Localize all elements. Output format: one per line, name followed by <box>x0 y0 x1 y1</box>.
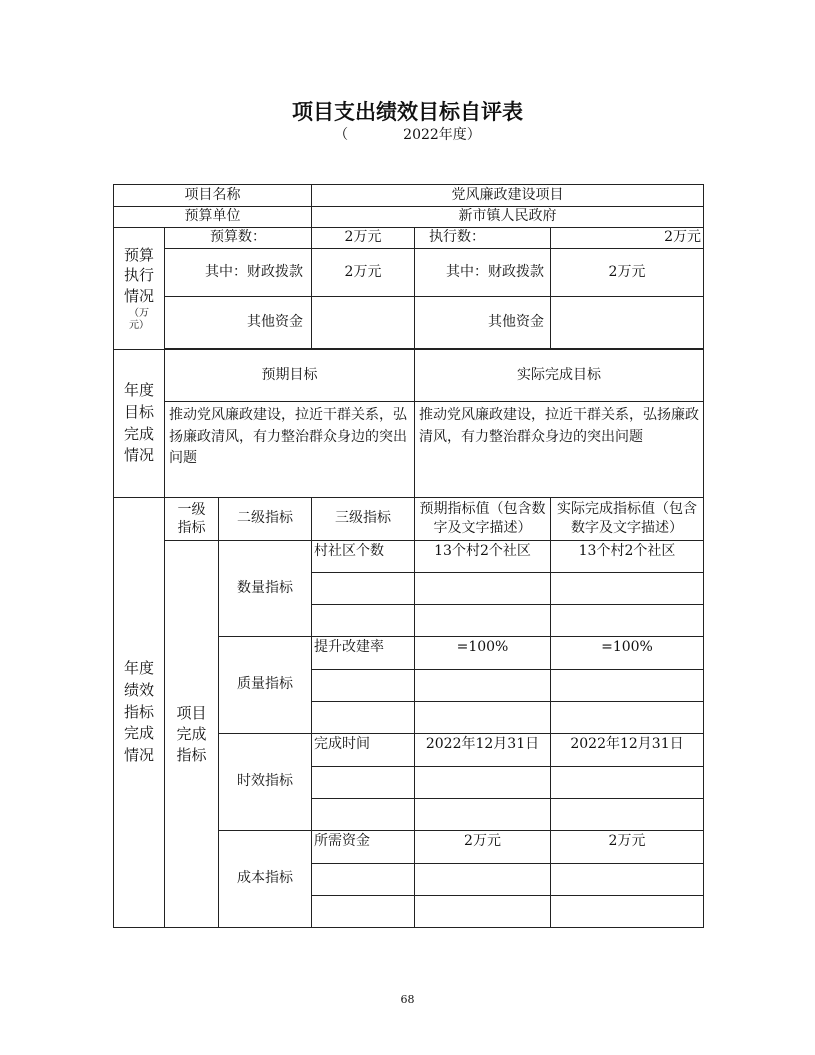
level1-header-text: 一级指标 <box>177 501 206 536</box>
empty-cell <box>551 573 704 605</box>
level2-header: 二级指标 <box>219 498 312 541</box>
goals-section-text: 年度目标完成情况 <box>124 381 155 465</box>
level1-label <box>165 541 219 928</box>
performance-table <box>113 184 704 928</box>
empty-cell <box>312 605 415 637</box>
other-exec-label: 其他资金 <box>415 297 551 349</box>
indicator-expected: 13个村2个社区 <box>415 541 551 573</box>
group-name: 成本指标 <box>219 831 312 928</box>
indicator-actual: 13个村2个社区 <box>551 541 704 573</box>
empty-cell <box>312 573 415 605</box>
budget-section-text: 预算执行情况 <box>124 246 155 305</box>
page-title: 项目支出绩效目标自评表 <box>292 100 523 124</box>
group-name: 数量指标 <box>219 541 312 637</box>
fiscal-budget-value: 2万元 <box>312 249 415 297</box>
indicator-expected: =100% <box>415 637 551 670</box>
subtitle-open: （ <box>334 127 349 143</box>
budget-count-label: 预算数： <box>165 228 312 249</box>
expected-value-header: 预期指标值（包含数字及文字描述） <box>415 498 551 541</box>
fiscal-exec-label: 其中：财政拨款 <box>415 249 551 297</box>
fiscal-budget-label: 其中：财政拨款 <box>165 249 312 297</box>
other-budget-value <box>312 297 415 349</box>
other-exec-value <box>551 297 704 349</box>
subtitle-year: 2022年度） <box>403 127 481 143</box>
budget-count-row <box>114 228 704 249</box>
indicator-actual: =100% <box>551 637 704 670</box>
group-name: 时效指标 <box>219 734 312 831</box>
page-number: 68 <box>400 993 415 1006</box>
project-name-row <box>114 185 704 207</box>
budget-unit-note: （万元） <box>129 307 149 331</box>
other-funds-row <box>114 297 704 349</box>
project-name-value: 党风廉政建设项目 <box>312 185 704 207</box>
empty-cell <box>415 573 551 605</box>
empty-cell <box>551 896 704 928</box>
empty-cell <box>312 864 415 896</box>
indicator-header-row <box>114 498 704 541</box>
indicator-actual: 2万元 <box>551 831 704 864</box>
empty-cell <box>415 702 551 734</box>
exec-count-label: 执行数： <box>415 228 551 249</box>
project-name-label: 项目名称 <box>114 185 312 207</box>
actual-value-header: 实际完成指标值（包含数字及文字描述） <box>551 498 704 541</box>
empty-cell <box>312 670 415 702</box>
indicator-item: 村社区个数 <box>312 541 415 573</box>
empty-cell <box>551 799 704 831</box>
budget-unit-row <box>114 207 704 228</box>
actual-goal-text: 推动党风廉政建设，拉近干群关系，弘扬廉政清风，有力整治群众身边的突出问题 <box>415 402 704 498</box>
actual-goal-header: 实际完成目标 <box>415 350 704 402</box>
indicator-item: 提升改建率 <box>312 637 415 670</box>
expected-goal-text: 推动党风廉政建设，拉近干群关系，弘扬廉政清风，有力整治群众身边的突出问题 <box>165 402 415 498</box>
other-budget-label: 其他资金 <box>165 297 312 349</box>
budget-unit-label: 预算单位 <box>114 207 312 228</box>
indicator-item: 完成时间 <box>312 734 415 767</box>
indicator-expected: 2万元 <box>415 831 551 864</box>
empty-cell <box>551 702 704 734</box>
empty-cell <box>415 896 551 928</box>
indicator-item: 所需资金 <box>312 831 415 864</box>
budget-unit-value: 新市镇人民政府 <box>312 207 704 228</box>
indicators-section-label <box>114 498 165 928</box>
empty-cell <box>415 670 551 702</box>
empty-cell <box>551 864 704 896</box>
empty-cell <box>415 864 551 896</box>
level1-header <box>165 498 219 541</box>
empty-cell <box>312 767 415 799</box>
indicator-expected: 2022年12月31日 <box>415 734 551 767</box>
empty-cell <box>415 799 551 831</box>
indicator-actual: 2022年12月31日 <box>551 734 704 767</box>
empty-cell <box>312 896 415 928</box>
goals-text-row <box>114 402 704 498</box>
group-name: 质量指标 <box>219 637 312 734</box>
level1-label-text: 项目完成指标 <box>176 703 207 764</box>
expected-goal-header: 预期目标 <box>165 350 415 402</box>
budget-count-value: 2万元 <box>312 228 415 249</box>
fiscal-exec-value: 2万元 <box>551 249 704 297</box>
empty-cell <box>415 605 551 637</box>
empty-cell <box>312 799 415 831</box>
indicator-row <box>114 541 704 573</box>
goals-section-label <box>114 350 165 498</box>
empty-cell <box>415 767 551 799</box>
empty-cell <box>312 702 415 734</box>
fiscal-row <box>114 249 704 297</box>
goals-header-row <box>114 350 704 402</box>
budget-section-label <box>114 228 165 350</box>
empty-cell <box>551 605 704 637</box>
subtitle <box>0 124 815 144</box>
empty-cell <box>551 767 704 799</box>
empty-cell <box>551 670 704 702</box>
exec-count-value: 2万元 <box>551 228 704 249</box>
level3-header: 三级指标 <box>312 498 415 541</box>
indicators-section-text: 年度绩效指标完成情况 <box>124 659 155 765</box>
